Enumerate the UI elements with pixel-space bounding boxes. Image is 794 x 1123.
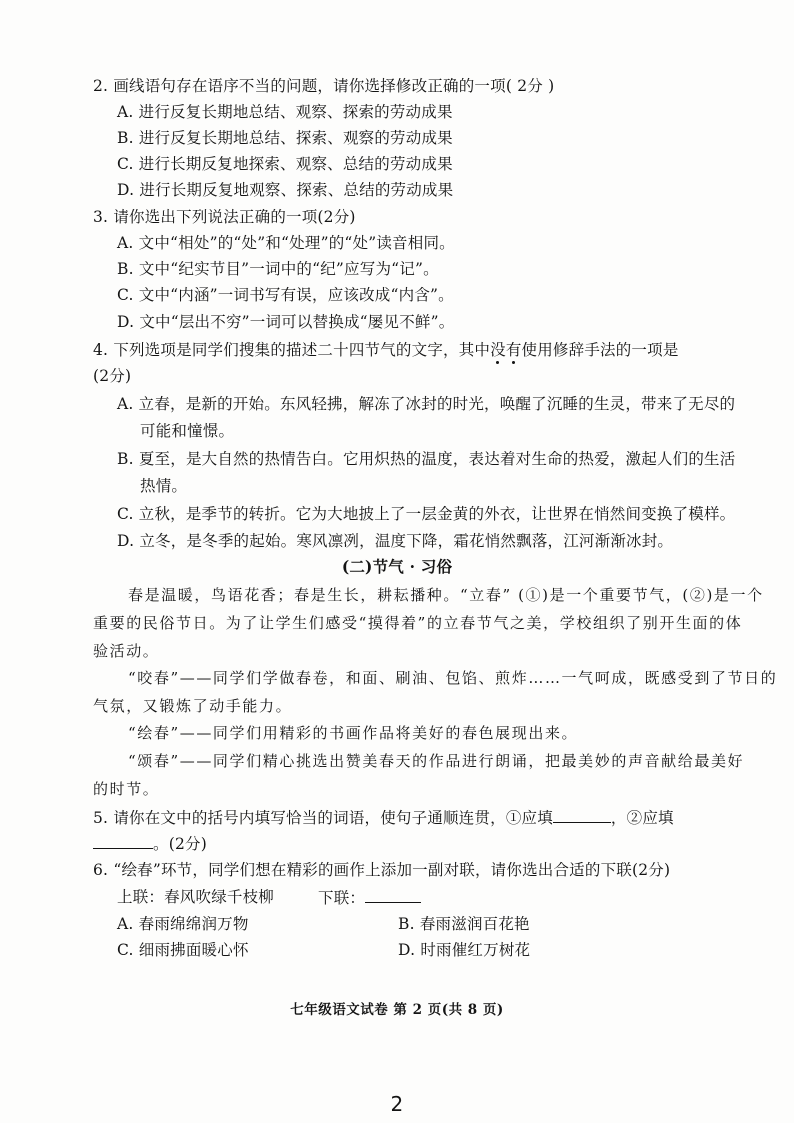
q2-option-b: B. 进行反复长期地总结、探索、观察的劳动成果 [117,129,453,147]
q2-option-d: D. 进行长期反复地观察、探索、总结的劳动成果 [117,181,454,199]
q3-option-c: C. 文中“内涵”一词书写有误，应该改成“内含”。 [117,286,454,304]
q6-option-b: B. 春雨滋润百花艳 [398,915,530,933]
q3-stem: 3. 请你选出下列说法正确的一项(2分) [93,208,356,226]
q5-stem-mid: ，②应填 [610,809,674,827]
passage-p2-line2: 气氛，又锻炼了动手能力。 [93,697,293,715]
q5-stem-line2 [93,833,207,854]
q6-lower-couplet [318,887,421,908]
q4-score: (2分) [93,367,132,385]
section-heading: (二)节气 · 习俗 [341,557,453,576]
passage-p1-line2: 重要的民俗节日。为了让学生们感受“摸得着”的立春节气之美，学校组织了别开生面的体 [93,614,743,632]
passage-p1-line1: 春是温暖，鸟语花香；春是生长，耕耘播种。“立春” (①)是一个重要节气，(②)是一个 [128,586,764,604]
q4-stem-post: 使用修辞手法的一项是 [521,341,679,359]
q6-stem: 6. “绘春”环节，同学们想在精彩的画作上添加一副对联，请你选出合适的下联(2分) [93,861,671,879]
q4-option-c: C. 立秋，是季节的转折。它为大地披上了一层金黄的外衣，让世界在悄然间变换了模样。 [117,505,736,523]
q2-option-c: C. 进行长期反复地探索、观察、总结的劳动成果 [117,155,453,173]
q5-blank-2[interactable] [93,833,153,849]
q6-lower-label: 下联： [318,889,366,907]
q4-option-b-line1: B. 夏至，是大自然的热情告白。它用炽热的温度，表达着对生命的热爱，激起人们的生活 [117,450,736,468]
q4-option-a-line1: A. 立春，是新的开始。东风轻拂，解冻了冰封的时光，唤醒了沉睡的生灵，带来了无尽的 [117,395,736,413]
page-number: 2 [390,1092,404,1116]
q6-upper-couplet: 上联：春风吹绿千枝柳 [117,888,275,906]
q4-emphasis-mark-1: 没 [490,341,506,359]
page-footer: 七年级语文试卷 第 2 页(共 8 页) [290,1002,504,1018]
passage-p3-line1: “绘春”——同学们用精彩的书画作品将美好的春色展现出来。 [128,724,579,742]
q4-stem [93,340,679,360]
q4-option-b-line2: 热情。 [140,477,188,495]
q6-option-a: A. 春雨绵绵润万物 [117,915,249,933]
q5-stem-pre: 5. 请你在文中的括号内填写恰当的词语，使句子通顺连贯，①应填 [93,809,553,827]
q4-emphasis-mark-2: 有 [505,341,522,359]
q4-stem-pre: 4. 下列选项是同学们搜集的描述二十四节气的文字，其中 [93,341,491,359]
q3-option-d: D. 文中“层出不穷”一词可以替换成“屡见不鲜”。 [117,313,455,331]
q4-option-d: D. 立冬，是冬季的起始。寒风凛冽，温度下降，霜花悄然飘落，江河渐渐冰封。 [117,532,674,550]
passage-p4-line2: 的时节。 [93,780,160,798]
q4-option-a-line2: 可能和憧憬。 [140,422,235,440]
q3-option-b: B. 文中“纪实节目”一词中的“纪”应写为“记”。 [117,260,439,278]
q6-option-d: D. 时雨催红万树花 [398,941,531,959]
q5-stem [93,807,674,828]
q5-score: 。(2分) [153,835,207,853]
q2-stem: 2. 画线语句存在语序不当的问题，请你选择修改正确的一项( 2分 ) [93,77,555,95]
q5-blank-1[interactable] [553,807,611,823]
q2-option-a: A. 进行反复长期地总结、观察、探索的劳动成果 [117,103,453,121]
passage-p2-line1: “咬春”——同学们学做春卷，和面、刷油、包馅、煎炸……一气呵成，既感受到了节日的 [128,669,778,687]
q6-option-c: C. 细雨拂面暖心怀 [117,941,249,959]
passage-p4-line1: “颂春”——同学们精心挑选出赞美春天的作品进行朗诵，把最美妙的声音献给最美好 [128,752,745,770]
q6-lower-blank[interactable] [365,887,421,903]
q3-option-a: A. 文中“相处”的“处”和“处理”的“处”读音相同。 [117,234,455,252]
passage-p1-line3: 验活动。 [93,642,160,660]
